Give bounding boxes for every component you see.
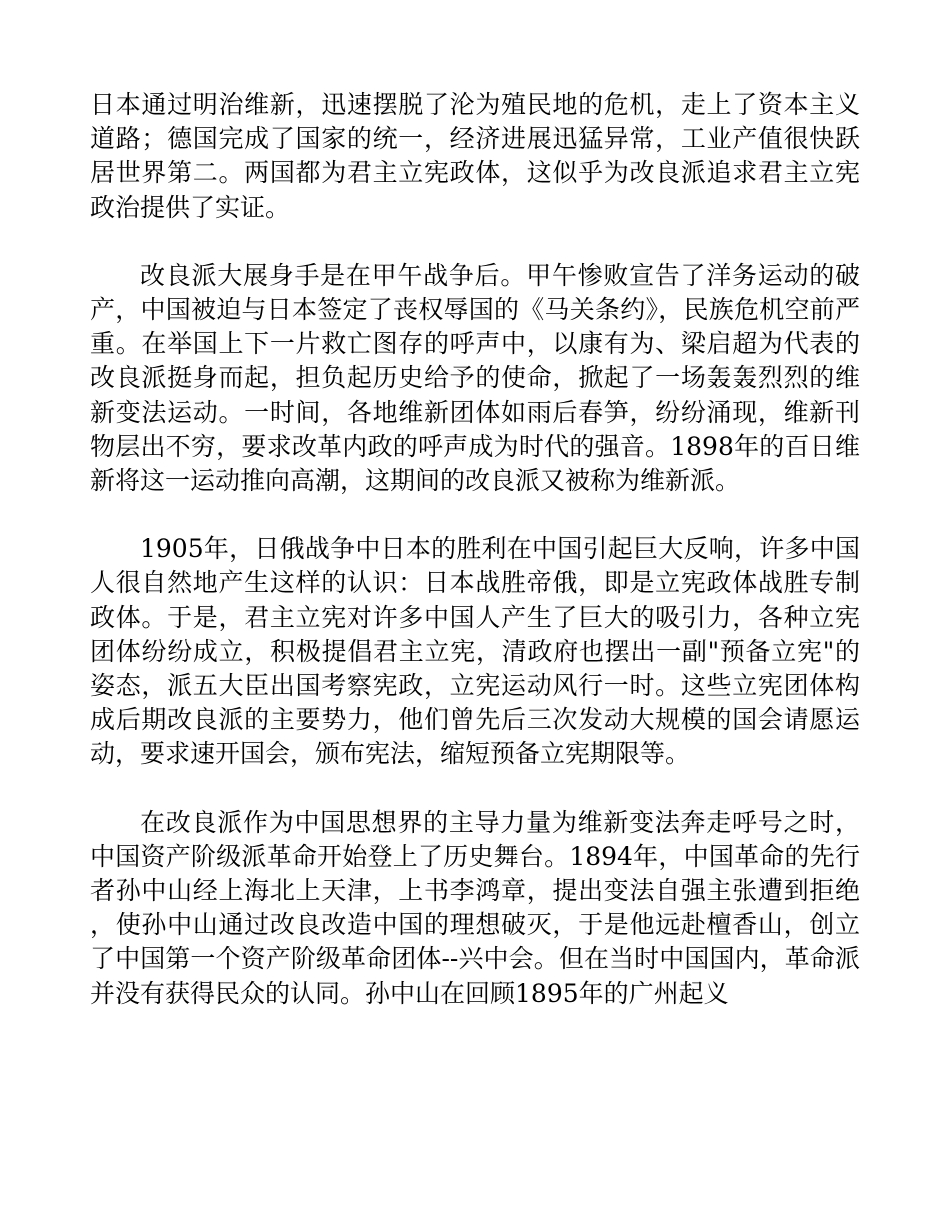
paragraph-constitutional-movement: 1905年，日俄战争中日本的胜利在中国引起巨大反响，许多中国人很自然地产生这样的认识：日本战胜帝俄，即是立宪政体战胜专制政体。于是，君主立宪对许多中国人产生了巨大的吸引力，各种立宪团体纷纷成立，积极提倡君主立宪，清政府也摆出一副"预备立宪"的姿态，派五大臣出国考察宪政，立宪运动风行一时。这些立宪团体构成后期改良派的主要势力，他们曾先后三次发动大规模的国会请愿运动，要求速开国会，颁布宪法，缩短预备立宪期限等。 xyxy=(90,534,860,769)
paragraph-meiji-restoration: 日本通过明治维新，迅速摆脱了沦为殖民地的危机，走上了资本主义道路；德国完成了国家的统一，经济进展迅猛异常，工业产值很快跃居世界第二。两国都为君主立宪政体，这似乎为改良派追求君主立宪政治提供了实证。 xyxy=(90,90,860,222)
document-page xyxy=(90,88,860,1011)
paragraph-spacer xyxy=(90,225,860,259)
paragraph-revolutionary-movement: 在改良派作为中国思想界的主导力量为维新变法奔走呼号之时，中国资产阶级派革命开始登上了历史舞台。1894年，中国革命的先行者孙中山经上海北上天津，上书李鸿章，提出变法自强主张遭到拒绝，使孙中山通过改良改造中国的理想破灭，于是他远赴檀香山，创立了中国第一个资产阶级革命团体--兴中会。但在当时中国国内，革命派并没有获得民众的认同。孙中山在回顾1895年的广州起义 xyxy=(90,807,860,1008)
paragraph-spacer xyxy=(90,772,860,806)
paragraph-spacer xyxy=(90,498,860,532)
paragraph-reform-movement: 改良派大展身手是在甲午战争后。甲午惨败宣告了洋务运动的破产，中国被迫与日本签定了丧权辱国的《马关条约》，民族危机空前严重。在举国上下一片救亡图存的呼声中，以康有为、梁启超为代表的改良派挺身而起，担负起历史给予的使命，掀起了一场轰轰烈烈的维新变法运动。一时间，各地维新团体如雨后春笋，纷纷涌现，维新刊物层出不穷，要求改革内政的呼声成为时代的强音。1898年的百日维新将这一运动推向高潮，这期间的改良派又被称为维新派。 xyxy=(90,260,860,496)
